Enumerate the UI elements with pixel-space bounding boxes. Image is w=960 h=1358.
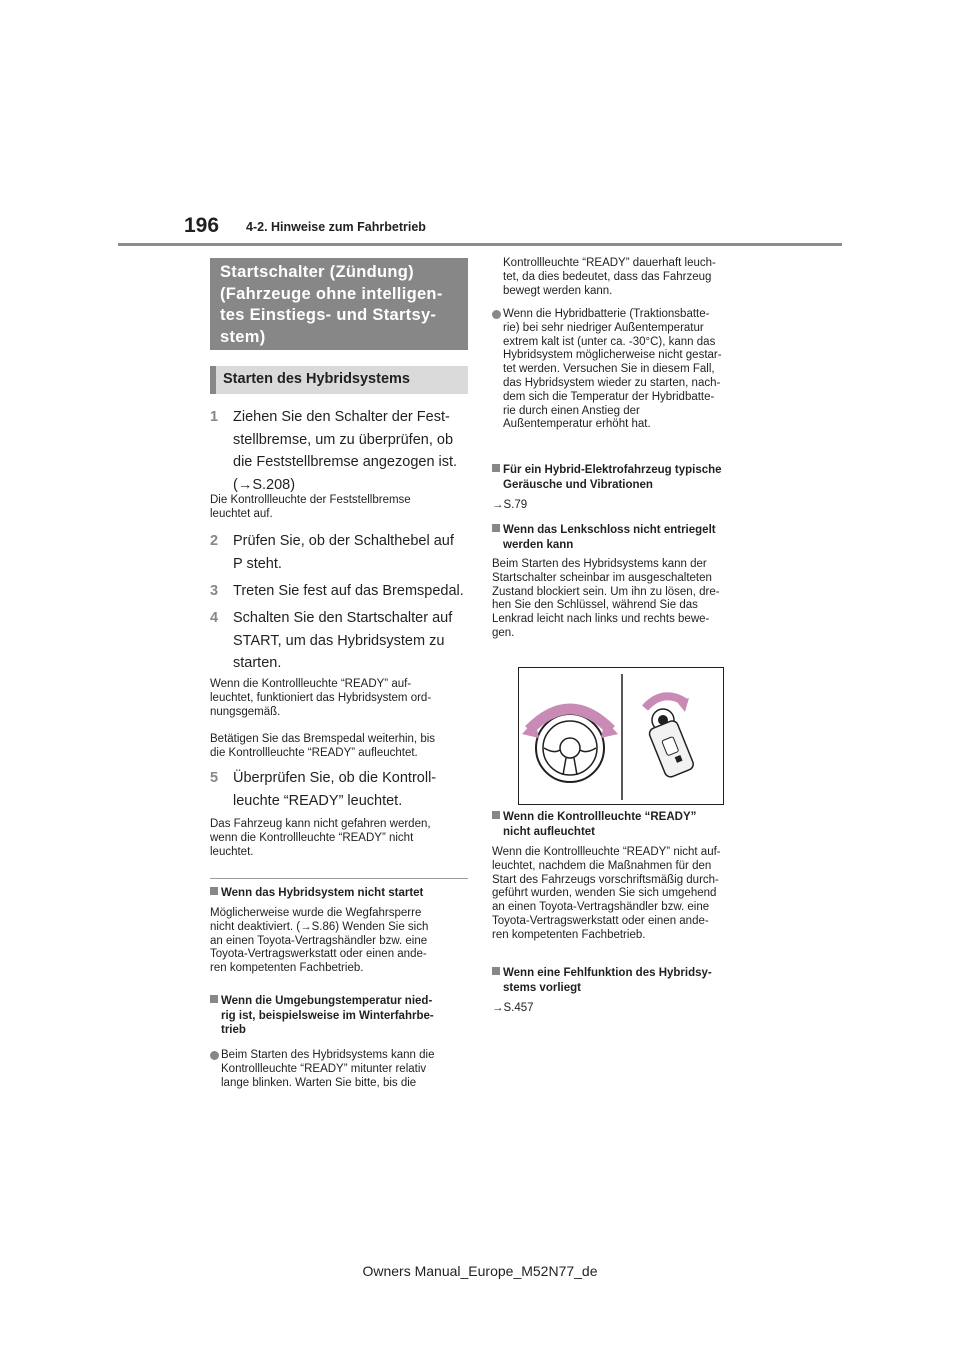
header-divider xyxy=(118,243,842,246)
square-bullet-icon xyxy=(210,995,218,1003)
key-icon xyxy=(648,709,695,779)
bullet-ready-continued xyxy=(492,257,754,298)
bullet-cold-battery xyxy=(492,308,754,432)
steering-wheel-and-key-icon xyxy=(519,668,723,804)
step-5 xyxy=(210,767,472,812)
round-bullet-icon xyxy=(210,1051,219,1060)
step-line: die Feststellbremse angezogen ist. xyxy=(233,454,458,470)
section-title: 4-2. Hinweise zum Fahrbetrieb xyxy=(246,220,426,234)
text-line: ren kompetenten Fachbetrieb. xyxy=(210,962,364,975)
title-line: Startschalter (Zündung) xyxy=(220,263,414,281)
note-line: leuchtet auf. xyxy=(210,507,273,520)
text-line: Hybridsystem möglicherweise nicht gestar- xyxy=(503,349,722,362)
square-bullet-icon xyxy=(210,887,218,895)
title-line: (Fahrzeuge ohne intelligen- xyxy=(220,284,443,303)
text-line: an einen Toyota-Vertragshändler bzw. eine xyxy=(210,934,428,947)
heading-text: Geräusche und Vibrationen xyxy=(503,478,653,491)
heading-text: Wenn die Kontrollleuchte “READY” xyxy=(503,811,697,823)
info-text-steering-lock xyxy=(492,558,754,641)
step-3 xyxy=(210,580,472,603)
heading-text: nicht aufleuchtet xyxy=(503,825,596,838)
subsection-heading xyxy=(210,366,468,394)
text-line: Start des Fahrzeugs vorschriftsmäßig durch- xyxy=(492,873,719,886)
text-line: rie) bei sehr niedriger Außentemperatur xyxy=(503,321,704,334)
step-line: Schalten Sie den Startschalter auf xyxy=(233,610,453,626)
text-line: dem sich die Temperatur der Hybridbatte- xyxy=(503,390,715,403)
heading-text: Wenn eine Fehlfunktion des Hybridsy- xyxy=(503,967,712,979)
step-line: starten. xyxy=(233,655,282,671)
text-line: hen Sie den Schlüssel, während Sie das xyxy=(492,599,698,612)
steering-wheel-icon xyxy=(536,714,604,782)
text-line: lange blinken. Warten Sie bitte, bis die xyxy=(221,1076,417,1089)
text-line: das Hybridsystem wieder zu starten, nach- xyxy=(503,376,721,389)
heading-text: Wenn die Umgebungstemperatur nied- xyxy=(221,995,433,1007)
square-bullet-icon xyxy=(492,524,500,532)
text-line: Kontrollleuchte “READY” dauerhaft leuch- xyxy=(503,257,716,269)
info-heading-malfunction xyxy=(492,966,754,995)
page-reference-link[interactable]: →S.457 xyxy=(492,1002,534,1014)
subsection-title: Starten des Hybridsystems xyxy=(223,371,410,387)
text-line: bewegt werden kann. xyxy=(503,284,613,297)
title-line: tes Einstiegs- und Startsy- xyxy=(220,306,437,324)
step-4 xyxy=(210,607,472,675)
info-text-immobilizer xyxy=(210,907,468,976)
text-line: extrem kalt ist (unter ca. -30°C), kann das xyxy=(503,335,716,348)
round-bullet-icon xyxy=(492,310,501,319)
text-line: Beim Starten des Hybridsystems kann der xyxy=(492,558,707,570)
step-number: 1 xyxy=(210,409,219,425)
heading-text: werden kann xyxy=(503,538,574,551)
step-line: (→S.208) xyxy=(233,476,296,493)
info-heading-low-temperature xyxy=(210,994,468,1038)
heading-accent-bar xyxy=(210,366,216,394)
info-heading-not-starting xyxy=(210,886,468,901)
heading-text: trieb xyxy=(221,1024,246,1036)
text-line: ren kompetenten Fachbetrieb. xyxy=(492,928,646,941)
step-1 xyxy=(210,406,472,496)
note-line: Das Fahrzeug kann nicht gefahren werden, xyxy=(210,818,431,830)
page-title xyxy=(210,258,468,350)
text-line: geführt wurden, wenden Sie sich umgehend xyxy=(492,887,717,900)
step-number: 4 xyxy=(210,610,219,626)
heading-text: rig ist, beispielsweise im Winterfahrbe- xyxy=(221,1009,434,1022)
heading-text: Wenn das Lenkschloss nicht entriegelt xyxy=(503,524,716,536)
text-line: Toyota-Vertragswerkstatt oder einen ande- xyxy=(492,914,709,927)
note-line: nungsgemäß. xyxy=(210,705,281,718)
step-line: START, um das Hybridsystem zu xyxy=(233,632,445,649)
note-line: Wenn die Kontrollleuchte “READY” auf- xyxy=(210,678,412,690)
text-line: tet, da dies bedeutet, dass das Fahrzeug xyxy=(503,270,712,283)
info-heading-steering-lock xyxy=(492,523,754,552)
heading-text: Wenn das Hybridsystem nicht startet xyxy=(221,887,424,899)
step-line: Prüfen Sie, ob der Schalthebel auf xyxy=(233,533,454,549)
note-line: leuchtet, funktioniert das Hybridsystem ord- xyxy=(210,691,432,704)
info-text-ready-not-lit xyxy=(492,846,754,943)
text-line: an einen Toyota-Vertragshändler bzw. eine xyxy=(492,901,710,914)
text-line: nicht deaktiviert. (→S.86) Wenden Sie sich xyxy=(210,920,429,933)
square-bullet-icon xyxy=(492,967,500,975)
step-line: Ziehen Sie den Schalter der Fest- xyxy=(233,409,450,425)
note-line: Betätigen Sie das Bremspedal weiterhin, bis xyxy=(210,733,436,745)
note-line: Die Kontrollleuchte der Feststellbremse xyxy=(210,494,411,506)
heading-text: Für ein Hybrid-Elektrofahrzeug typische xyxy=(503,464,722,476)
square-bullet-icon xyxy=(492,811,500,819)
step-4-note-2 xyxy=(210,733,468,761)
text-line: Wenn die Hybridbatterie (Traktionsbatte- xyxy=(503,308,710,320)
text-line: Beim Starten des Hybridsystems kann die xyxy=(221,1049,435,1061)
info-heading-ready-not-lit xyxy=(492,810,754,839)
steering-lock-illustration xyxy=(518,667,724,805)
note-line: leuchtet. xyxy=(210,845,254,858)
step-number: 3 xyxy=(210,583,219,599)
text-line: Zustand blockiert sein. Um ihn zu lösen, dre- xyxy=(492,585,720,598)
square-bullet-icon xyxy=(492,464,500,472)
text-line: tet werden. Versuchen Sie in diesem Fall, xyxy=(503,363,715,376)
step-2 xyxy=(210,530,472,575)
text-line: Startschalter scheinbar im ausgeschalteten xyxy=(492,571,712,584)
text-line: Kontrollleuchte “READY” mitunter relativ xyxy=(221,1062,427,1075)
text-line: Wenn die Kontrollleuchte “READY” nicht auf- xyxy=(492,846,721,858)
step-line: P steht. xyxy=(233,555,282,572)
step-4-note xyxy=(210,678,468,719)
info-heading-noises xyxy=(492,463,754,492)
heading-text: stems vorliegt xyxy=(503,981,581,994)
note-line: wenn die Kontrollleuchte “READY” nicht xyxy=(210,831,414,844)
step-1-note xyxy=(210,494,468,522)
bullet-ready-blinking xyxy=(210,1049,468,1090)
step-line: stellbremse, um zu überprüfen, ob xyxy=(233,431,454,448)
text-line: leuchtet, nachdem die Maßnahmen für den xyxy=(492,859,712,872)
text-line: Toyota-Vertragswerkstatt oder einen ande- xyxy=(210,948,427,961)
note-line: die Kontrollleuchte “READY” aufleuchtet. xyxy=(210,746,418,759)
step-5-note xyxy=(210,818,468,859)
step-number: 5 xyxy=(210,770,219,786)
page-reference-link[interactable]: →S.79 xyxy=(492,499,528,511)
step-line: leuchte “READY” leuchtet. xyxy=(233,792,403,809)
text-line: Lenkrad leicht nach links und rechts bewe- xyxy=(492,613,710,626)
step-line: Überprüfen Sie, ob die Kontroll- xyxy=(233,770,437,786)
step-number: 2 xyxy=(210,533,219,549)
text-line: Möglicherweise wurde die Wegfahrsperre xyxy=(210,907,422,919)
text-line: gen. xyxy=(492,626,515,639)
info-divider xyxy=(210,878,468,879)
page-number: 196 xyxy=(184,214,220,237)
title-line: stem) xyxy=(220,327,266,346)
text-line: Außentemperatur erhöht hat. xyxy=(503,418,651,431)
footer-text: Owners Manual_Europe_M52N77_de xyxy=(362,1263,598,1279)
text-line: rie durch einen Anstieg der xyxy=(503,404,640,417)
step-line: Treten Sie fest auf das Bremspedal. xyxy=(233,583,464,599)
